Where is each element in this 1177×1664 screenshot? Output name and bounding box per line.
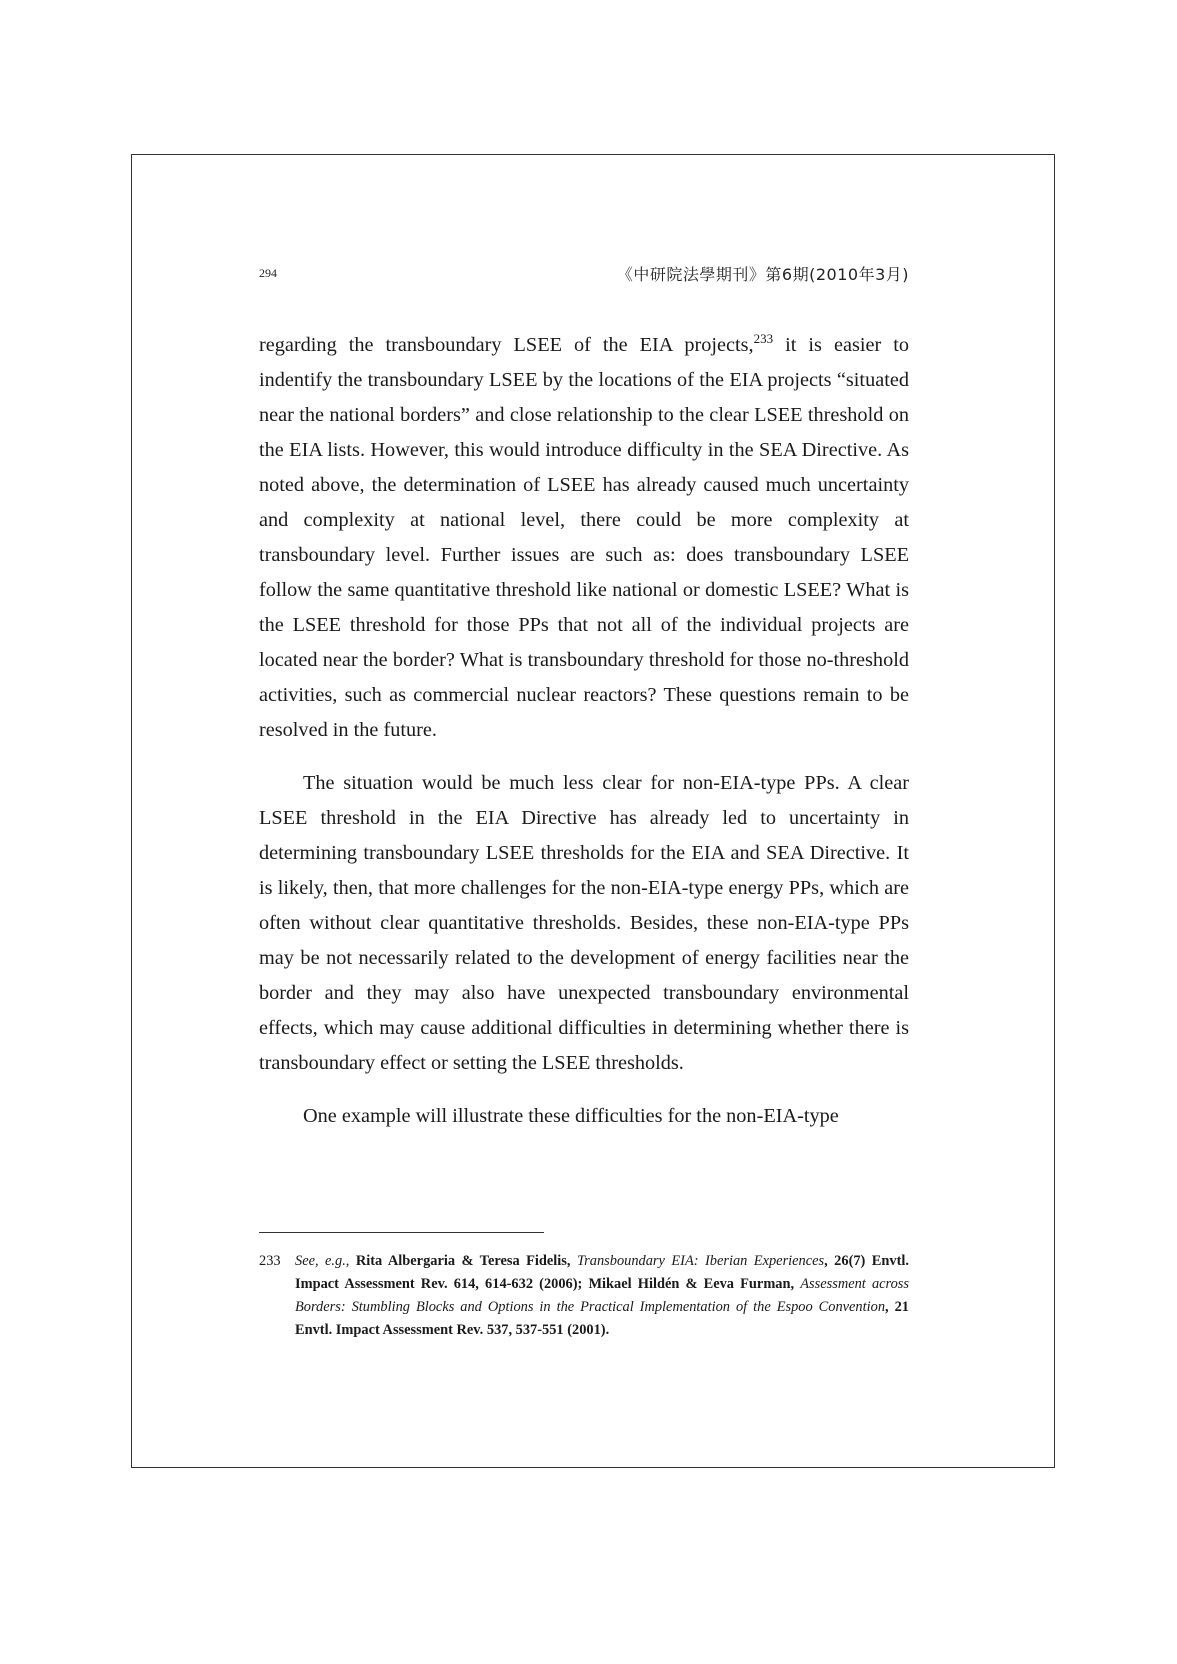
- footnote-reference: 233: [753, 331, 774, 346]
- paragraph-1-text-b: it is easier to indentify the transboundary LSEE by the locations of the EIA projects “situated near the national borders” and close relationship to the clear LSEE threshold on the EIA lists. However, this would introduce difficulty in the SEA Directive. As noted above, the determination of LSEE has already caused much uncertainty and complexity at national level, there could be more complexity at transboundary level. Further issues are such as: does transboundary LSEE follow the same quantitative threshold like national or domestic LSEE? What is the LSEE threshold for those PPs that not all of the individual projects are located near the border? What is transboundary threshold for those no-threshold activities, such as commercial nuclear reactors? These questions remain to be resolved in the future.: [259, 334, 910, 741]
- running-head: [259, 262, 909, 286]
- page-number: 294: [259, 266, 277, 280]
- paragraph-1-text-a: regarding the transboundary LSEE of the EIA projects,: [259, 334, 754, 356]
- body-text: [259, 328, 909, 1152]
- footnote-authors-1: Rita Albergaria & Teresa Fidelis,: [349, 1253, 577, 1269]
- footnote-number: 233: [259, 1253, 281, 1269]
- paragraph-2: The situation would be much less clear for non-EIA-type PPs. A clear LSEE threshold in the EIA Directive has already led to uncertainty in determining transboundary LSEE thresholds for the EIA and SEA Directive. It is likely, then, that more challenges for the non-EIA-type energy PPs, which are often without clear quantitative thresholds. Besides, these non-EIA-type PPs may be not necessarily related to the development of energy facilities near the border and they may also have unexpected transboundary environmental effects, which may cause additional difficulties in determining whether there is transboundary effect or setting the LSEE thresholds.: [259, 772, 909, 1074]
- paragraph-3: One example will illustrate these difficulties for the non-EIA-type: [303, 1105, 839, 1127]
- footnote-title-2: Assessment across Borders: Stumbling Blocks and Options in the Practical Implementation of the Espoo Convention: [295, 1276, 909, 1315]
- footnote: [259, 1250, 909, 1342]
- footnote-divider: [259, 1232, 544, 1233]
- footnote-title-1: Transboundary EIA: Iberian Experiences: [576, 1253, 825, 1269]
- footnote-citation-1: , 26(7) Envtl. Impact Assessment Rev. 614, 614-632 (2006); Mikael Hildén & Eeva Furman,: [295, 1253, 909, 1292]
- footnote-signal: See, e.g.,: [295, 1253, 350, 1269]
- footnote-body: [295, 1250, 909, 1342]
- journal-title: 《中研院法學期刊》第6期(2010年3月): [616, 265, 909, 284]
- paragraph-1: [259, 328, 909, 748]
- footnote-citation-2: , 21 Envtl. Impact Assessment Rev. 537, 537-551 (2001).: [295, 1299, 909, 1338]
